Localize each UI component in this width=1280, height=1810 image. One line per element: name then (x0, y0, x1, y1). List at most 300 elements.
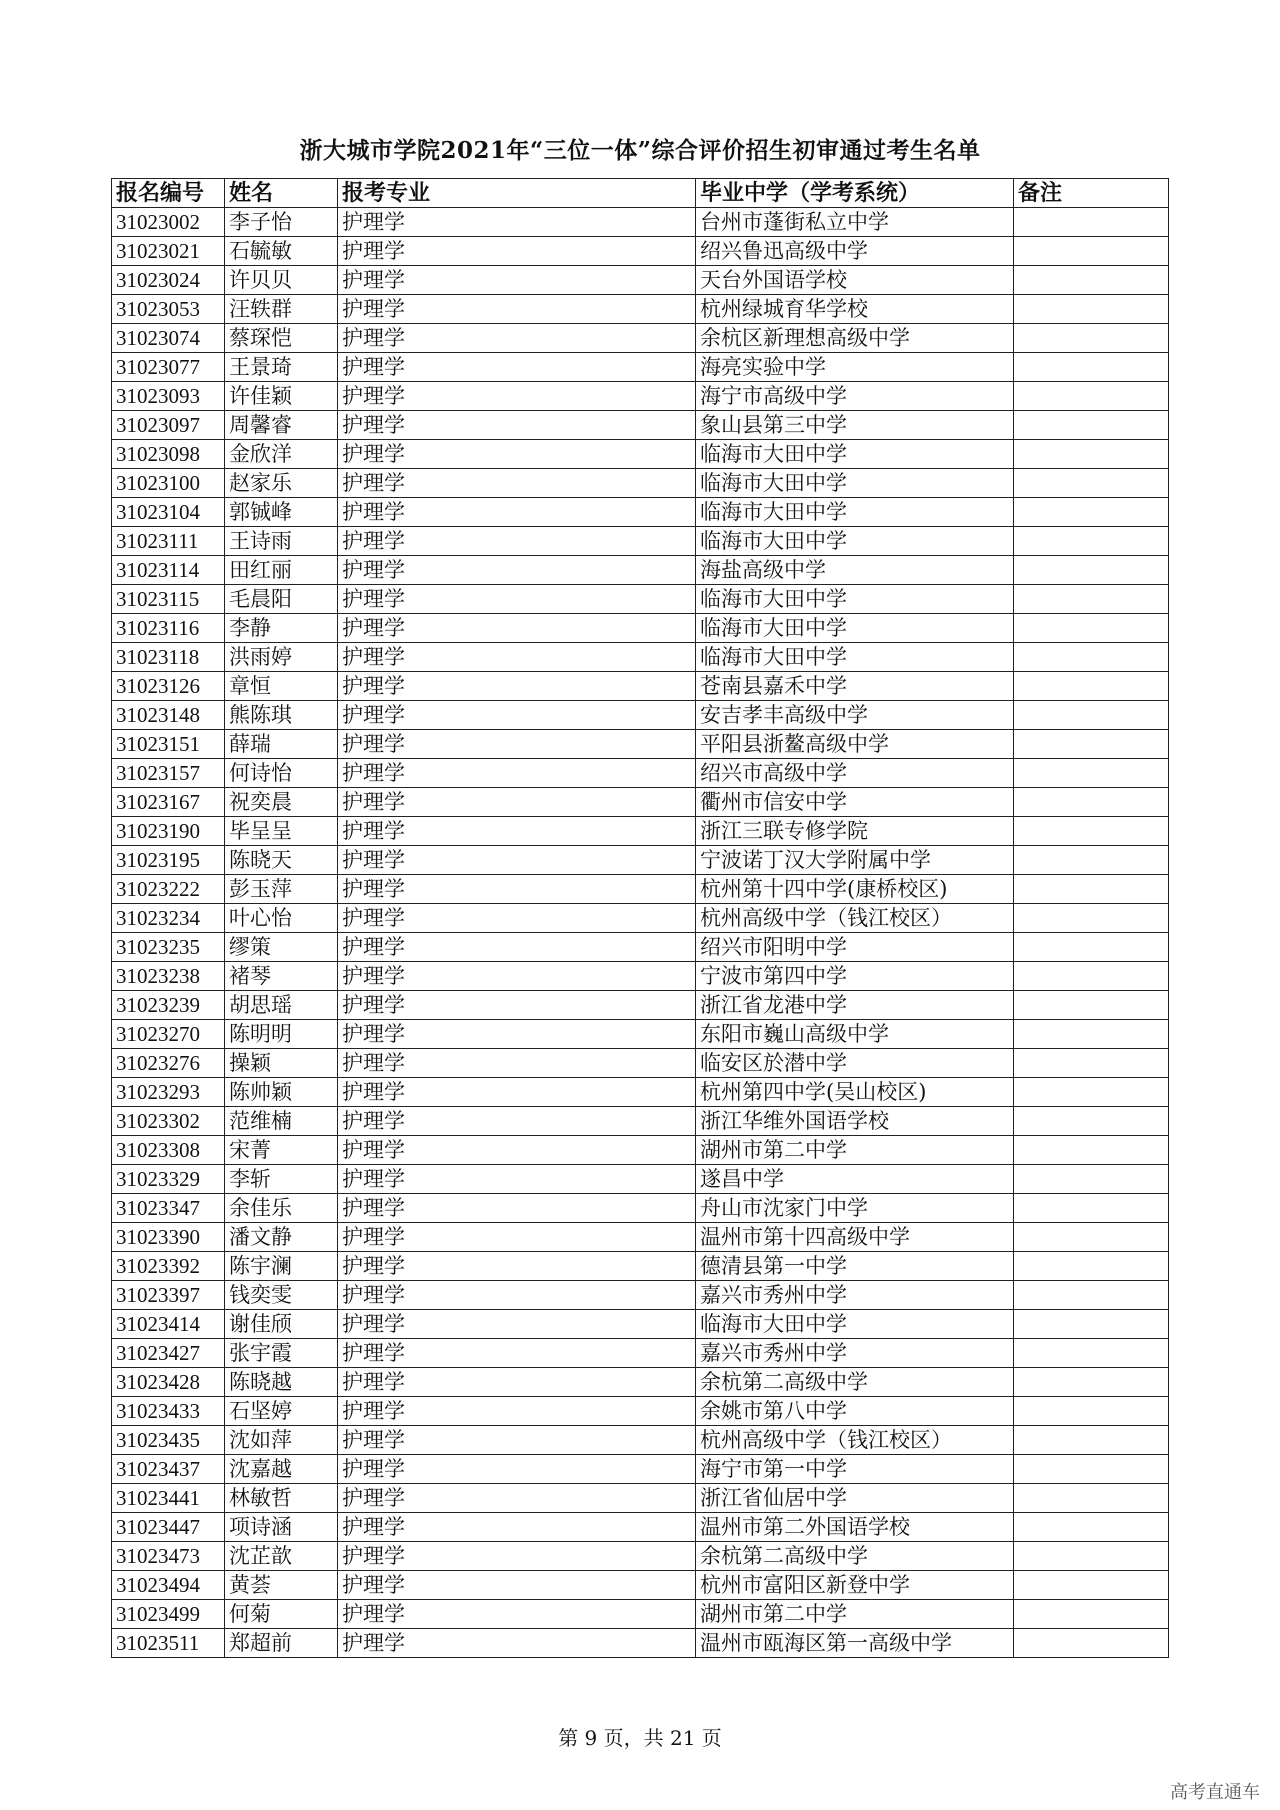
cell-name: 黄荟 (225, 1571, 338, 1600)
cell-registration-id: 31023494 (112, 1571, 225, 1600)
cell-major: 护理学 (338, 498, 696, 527)
cell-note (1014, 1136, 1169, 1165)
cell-note (1014, 1339, 1169, 1368)
cell-registration-id: 31023111 (112, 527, 225, 556)
table-row (112, 1281, 1169, 1310)
table-row (112, 1484, 1169, 1513)
cell-registration-id: 31023276 (112, 1049, 225, 1078)
cell-note (1014, 991, 1169, 1020)
cell-school: 杭州高级中学（钱江校区） (696, 1426, 1014, 1455)
cell-major: 护理学 (338, 208, 696, 237)
cell-major: 护理学 (338, 527, 696, 556)
cell-school: 临海市大田中学 (696, 440, 1014, 469)
cell-school: 海盐高级中学 (696, 556, 1014, 585)
cell-note (1014, 324, 1169, 353)
cell-school: 杭州高级中学（钱江校区） (696, 904, 1014, 933)
cell-registration-id: 31023222 (112, 875, 225, 904)
header-school: 毕业中学（学考系统） (696, 179, 1014, 208)
cell-note (1014, 1165, 1169, 1194)
cell-major: 护理学 (338, 1629, 696, 1658)
cell-registration-id: 31023302 (112, 1107, 225, 1136)
cell-registration-id: 31023435 (112, 1426, 225, 1455)
cell-note (1014, 1223, 1169, 1252)
cell-note (1014, 1252, 1169, 1281)
cell-major: 护理学 (338, 1368, 696, 1397)
cell-name: 田红丽 (225, 556, 338, 585)
cell-note (1014, 1600, 1169, 1629)
table-row (112, 382, 1169, 411)
cell-name: 王景琦 (225, 353, 338, 382)
cell-note (1014, 788, 1169, 817)
cell-name: 叶心怡 (225, 904, 338, 933)
cell-registration-id: 31023002 (112, 208, 225, 237)
document-title: 浙大城市学院2021年“三位一体”综合评价招生初审通过考生名单 (299, 137, 981, 164)
cell-note (1014, 440, 1169, 469)
table-row (112, 672, 1169, 701)
cell-major: 护理学 (338, 614, 696, 643)
table-row (112, 1368, 1169, 1397)
table-row (112, 1397, 1169, 1426)
table-row (112, 1571, 1169, 1600)
cell-registration-id: 31023390 (112, 1223, 225, 1252)
table-row (112, 904, 1169, 933)
cell-name: 金欣洋 (225, 440, 338, 469)
cell-name: 胡思瑶 (225, 991, 338, 1020)
cell-name: 沈芷歆 (225, 1542, 338, 1571)
cell-registration-id: 31023239 (112, 991, 225, 1020)
header-major: 报考专业 (338, 179, 696, 208)
cell-major: 护理学 (338, 1339, 696, 1368)
cell-school: 湖州市第二中学 (696, 1136, 1014, 1165)
cell-name: 何菊 (225, 1600, 338, 1629)
cell-major: 护理学 (338, 846, 696, 875)
cell-major: 护理学 (338, 1078, 696, 1107)
cell-note (1014, 817, 1169, 846)
cell-major: 护理学 (338, 1310, 696, 1339)
cell-school: 嘉兴市秀州中学 (696, 1281, 1014, 1310)
cell-major: 护理学 (338, 1542, 696, 1571)
cell-school: 临海市大田中学 (696, 614, 1014, 643)
table-row (112, 817, 1169, 846)
watermark: 高考直通车 (1170, 1782, 1260, 1803)
cell-school: 余杭区新理想高级中学 (696, 324, 1014, 353)
cell-school: 杭州市富阳区新登中学 (696, 1571, 1014, 1600)
cell-major: 护理学 (338, 1455, 696, 1484)
cell-major: 护理学 (338, 1194, 696, 1223)
cell-name: 沈嘉越 (225, 1455, 338, 1484)
table-row (112, 1252, 1169, 1281)
table-row (112, 295, 1169, 324)
table-row (112, 643, 1169, 672)
cell-registration-id: 31023238 (112, 962, 225, 991)
table-row (112, 498, 1169, 527)
cell-name: 石毓敏 (225, 237, 338, 266)
cell-note (1014, 1426, 1169, 1455)
cell-note (1014, 1020, 1169, 1049)
cell-name: 陈宇澜 (225, 1252, 338, 1281)
cell-name: 郭铖峰 (225, 498, 338, 527)
table-row (112, 266, 1169, 295)
cell-name: 宋菁 (225, 1136, 338, 1165)
cell-school: 平阳县浙鳌高级中学 (696, 730, 1014, 759)
cell-note (1014, 701, 1169, 730)
cell-school: 台州市蓬街私立中学 (696, 208, 1014, 237)
cell-name: 张宇霞 (225, 1339, 338, 1368)
cell-registration-id: 31023077 (112, 353, 225, 382)
cell-major: 护理学 (338, 1571, 696, 1600)
cell-school: 临海市大田中学 (696, 498, 1014, 527)
cell-note (1014, 1078, 1169, 1107)
cell-registration-id: 31023126 (112, 672, 225, 701)
table-header-row (112, 179, 1169, 208)
cell-note (1014, 730, 1169, 759)
cell-registration-id: 31023118 (112, 643, 225, 672)
cell-school: 海宁市高级中学 (696, 382, 1014, 411)
cell-school: 浙江华维外国语学校 (696, 1107, 1014, 1136)
cell-major: 护理学 (338, 1426, 696, 1455)
cell-school: 余姚市第八中学 (696, 1397, 1014, 1426)
table-row (112, 846, 1169, 875)
table-row (112, 701, 1169, 730)
cell-note (1014, 759, 1169, 788)
cell-registration-id: 31023511 (112, 1629, 225, 1658)
cell-name: 彭玉萍 (225, 875, 338, 904)
cell-major: 护理学 (338, 585, 696, 614)
cell-major: 护理学 (338, 1020, 696, 1049)
cell-name: 周馨睿 (225, 411, 338, 440)
table-row (112, 527, 1169, 556)
cell-name: 操颖 (225, 1049, 338, 1078)
cell-name: 洪雨婷 (225, 643, 338, 672)
cell-registration-id: 31023074 (112, 324, 225, 353)
cell-name: 郑超前 (225, 1629, 338, 1658)
header-name: 姓名 (225, 179, 338, 208)
cell-school: 临安区於潜中学 (696, 1049, 1014, 1078)
cell-name: 陈帅颖 (225, 1078, 338, 1107)
table-row (112, 208, 1169, 237)
cell-registration-id: 31023195 (112, 846, 225, 875)
cell-major: 护理学 (338, 1513, 696, 1542)
cell-note (1014, 933, 1169, 962)
cell-major: 护理学 (338, 295, 696, 324)
cell-name: 汪轶群 (225, 295, 338, 324)
cell-note (1014, 411, 1169, 440)
table-row (112, 1223, 1169, 1252)
table-row (112, 1049, 1169, 1078)
cell-school: 浙江三联专修学院 (696, 817, 1014, 846)
cell-registration-id: 31023024 (112, 266, 225, 295)
cell-note (1014, 1455, 1169, 1484)
cell-name: 蔡琛恺 (225, 324, 338, 353)
cell-registration-id: 31023499 (112, 1600, 225, 1629)
cell-registration-id: 31023235 (112, 933, 225, 962)
cell-school: 舟山市沈家门中学 (696, 1194, 1014, 1223)
table-row (112, 237, 1169, 266)
cell-registration-id: 31023100 (112, 469, 225, 498)
cell-note (1014, 643, 1169, 672)
cell-major: 护理学 (338, 730, 696, 759)
cell-registration-id: 31023397 (112, 1281, 225, 1310)
table-row (112, 1600, 1169, 1629)
cell-school: 衢州市信安中学 (696, 788, 1014, 817)
table-row (112, 556, 1169, 585)
cell-name: 王诗雨 (225, 527, 338, 556)
table-row (112, 1107, 1169, 1136)
cell-name: 项诗涵 (225, 1513, 338, 1542)
cell-name: 章恒 (225, 672, 338, 701)
cell-name: 熊陈琪 (225, 701, 338, 730)
cell-registration-id: 31023116 (112, 614, 225, 643)
cell-name: 陈明明 (225, 1020, 338, 1049)
page-number: 第 9 页，共 21 页 (558, 1726, 722, 1750)
cell-note (1014, 1368, 1169, 1397)
table-row (112, 1136, 1169, 1165)
table-row (112, 411, 1169, 440)
cell-registration-id: 31023427 (112, 1339, 225, 1368)
header-registration-id: 报名编号 (112, 179, 225, 208)
cell-major: 护理学 (338, 266, 696, 295)
cell-name: 陈晓越 (225, 1368, 338, 1397)
applicant-table (111, 178, 1169, 1658)
cell-school: 余杭第二高级中学 (696, 1368, 1014, 1397)
cell-name: 潘文静 (225, 1223, 338, 1252)
cell-registration-id: 31023053 (112, 295, 225, 324)
cell-school: 天台外国语学校 (696, 266, 1014, 295)
cell-note (1014, 1513, 1169, 1542)
cell-major: 护理学 (338, 353, 696, 382)
cell-name: 李子怡 (225, 208, 338, 237)
cell-school: 东阳市巍山高级中学 (696, 1020, 1014, 1049)
table-row (112, 991, 1169, 1020)
cell-note (1014, 266, 1169, 295)
cell-major: 护理学 (338, 1484, 696, 1513)
table-row (112, 788, 1169, 817)
cell-registration-id: 31023392 (112, 1252, 225, 1281)
cell-school: 杭州第四中学(吴山校区) (696, 1078, 1014, 1107)
table-row (112, 759, 1169, 788)
cell-registration-id: 31023270 (112, 1020, 225, 1049)
cell-school: 临海市大田中学 (696, 585, 1014, 614)
cell-name: 毕呈呈 (225, 817, 338, 846)
cell-major: 护理学 (338, 701, 696, 730)
table-body (112, 208, 1169, 1658)
cell-major: 护理学 (338, 469, 696, 498)
cell-note (1014, 962, 1169, 991)
cell-name: 李静 (225, 614, 338, 643)
table-row (112, 1426, 1169, 1455)
cell-school: 余杭第二高级中学 (696, 1542, 1014, 1571)
cell-name: 祝奕晨 (225, 788, 338, 817)
cell-name: 范维楠 (225, 1107, 338, 1136)
cell-major: 护理学 (338, 324, 696, 353)
cell-name: 陈晓天 (225, 846, 338, 875)
cell-school: 宁波市第四中学 (696, 962, 1014, 991)
cell-note (1014, 1049, 1169, 1078)
cell-registration-id: 31023447 (112, 1513, 225, 1542)
cell-registration-id: 31023157 (112, 759, 225, 788)
cell-major: 护理学 (338, 411, 696, 440)
cell-registration-id: 31023428 (112, 1368, 225, 1397)
cell-name: 余佳乐 (225, 1194, 338, 1223)
cell-school: 遂昌中学 (696, 1165, 1014, 1194)
cell-school: 湖州市第二中学 (696, 1600, 1014, 1629)
cell-school: 杭州绿城育华学校 (696, 295, 1014, 324)
table-row (112, 1455, 1169, 1484)
table-row (112, 324, 1169, 353)
cell-note (1014, 469, 1169, 498)
table-row (112, 440, 1169, 469)
cell-note (1014, 382, 1169, 411)
table-row (112, 1339, 1169, 1368)
cell-school: 临海市大田中学 (696, 469, 1014, 498)
table-row (112, 1165, 1169, 1194)
cell-note (1014, 527, 1169, 556)
table-row (112, 1513, 1169, 1542)
cell-major: 护理学 (338, 1281, 696, 1310)
cell-registration-id: 31023441 (112, 1484, 225, 1513)
cell-major: 护理学 (338, 237, 696, 266)
cell-major: 护理学 (338, 1252, 696, 1281)
cell-name: 林敏哲 (225, 1484, 338, 1513)
cell-major: 护理学 (338, 382, 696, 411)
cell-note (1014, 556, 1169, 585)
cell-school: 浙江省仙居中学 (696, 1484, 1014, 1513)
cell-registration-id: 31023167 (112, 788, 225, 817)
cell-school: 临海市大田中学 (696, 1310, 1014, 1339)
cell-major: 护理学 (338, 875, 696, 904)
cell-note (1014, 1484, 1169, 1513)
table-row (112, 962, 1169, 991)
cell-note (1014, 846, 1169, 875)
cell-note (1014, 614, 1169, 643)
cell-note (1014, 208, 1169, 237)
cell-registration-id: 31023329 (112, 1165, 225, 1194)
cell-name: 毛晨阳 (225, 585, 338, 614)
table-row (112, 730, 1169, 759)
cell-major: 护理学 (338, 933, 696, 962)
cell-school: 温州市第十四高级中学 (696, 1223, 1014, 1252)
table-row (112, 933, 1169, 962)
cell-name: 缪策 (225, 933, 338, 962)
cell-major: 护理学 (338, 1223, 696, 1252)
header-note: 备注 (1014, 179, 1169, 208)
cell-school: 绍兴鲁迅高级中学 (696, 237, 1014, 266)
cell-school: 温州市瓯海区第一高级中学 (696, 1629, 1014, 1658)
cell-note (1014, 1281, 1169, 1310)
cell-name: 谢佳颀 (225, 1310, 338, 1339)
cell-major: 护理学 (338, 1165, 696, 1194)
cell-registration-id: 31023308 (112, 1136, 225, 1165)
cell-major: 护理学 (338, 1136, 696, 1165)
cell-registration-id: 31023093 (112, 382, 225, 411)
cell-registration-id: 31023097 (112, 411, 225, 440)
cell-school: 德清县第一中学 (696, 1252, 1014, 1281)
cell-registration-id: 31023293 (112, 1078, 225, 1107)
cell-registration-id: 31023433 (112, 1397, 225, 1426)
cell-name: 石坚婷 (225, 1397, 338, 1426)
table-row (112, 1542, 1169, 1571)
cell-note (1014, 585, 1169, 614)
cell-major: 护理学 (338, 643, 696, 672)
cell-school: 绍兴市高级中学 (696, 759, 1014, 788)
cell-school: 临海市大田中学 (696, 643, 1014, 672)
cell-name: 褚琴 (225, 962, 338, 991)
cell-registration-id: 31023104 (112, 498, 225, 527)
cell-name: 许贝贝 (225, 266, 338, 295)
table-row (112, 1078, 1169, 1107)
cell-school: 海亮实验中学 (696, 353, 1014, 382)
cell-major: 护理学 (338, 962, 696, 991)
cell-school: 绍兴市阳明中学 (696, 933, 1014, 962)
cell-major: 护理学 (338, 1107, 696, 1136)
cell-name: 何诗怡 (225, 759, 338, 788)
cell-registration-id: 31023021 (112, 237, 225, 266)
cell-registration-id: 31023347 (112, 1194, 225, 1223)
cell-school: 苍南县嘉禾中学 (696, 672, 1014, 701)
cell-registration-id: 31023148 (112, 701, 225, 730)
cell-name: 许佳颖 (225, 382, 338, 411)
cell-major: 护理学 (338, 672, 696, 701)
cell-note (1014, 353, 1169, 382)
table-row (112, 469, 1169, 498)
cell-name: 赵家乐 (225, 469, 338, 498)
cell-note (1014, 1629, 1169, 1658)
cell-name: 沈如萍 (225, 1426, 338, 1455)
table-row (112, 585, 1169, 614)
cell-note (1014, 1542, 1169, 1571)
cell-note (1014, 1310, 1169, 1339)
cell-school: 温州市第二外国语学校 (696, 1513, 1014, 1542)
cell-note (1014, 498, 1169, 527)
cell-school: 安吉孝丰高级中学 (696, 701, 1014, 730)
cell-major: 护理学 (338, 440, 696, 469)
cell-major: 护理学 (338, 991, 696, 1020)
cell-registration-id: 31023114 (112, 556, 225, 585)
cell-major: 护理学 (338, 1049, 696, 1078)
cell-major: 护理学 (338, 904, 696, 933)
table-row (112, 1020, 1169, 1049)
cell-note (1014, 295, 1169, 324)
cell-major: 护理学 (338, 1397, 696, 1426)
table-row (112, 353, 1169, 382)
cell-note (1014, 672, 1169, 701)
cell-note (1014, 1397, 1169, 1426)
cell-school: 浙江省龙港中学 (696, 991, 1014, 1020)
cell-school: 杭州第十四中学(康桥校区) (696, 875, 1014, 904)
cell-note (1014, 1194, 1169, 1223)
cell-school: 临海市大田中学 (696, 527, 1014, 556)
cell-school: 海宁市第一中学 (696, 1455, 1014, 1484)
cell-school: 宁波诺丁汉大学附属中学 (696, 846, 1014, 875)
cell-school: 象山县第三中学 (696, 411, 1014, 440)
table-row (112, 1310, 1169, 1339)
cell-major: 护理学 (338, 817, 696, 846)
cell-note (1014, 1107, 1169, 1136)
table-row (112, 875, 1169, 904)
cell-note (1014, 904, 1169, 933)
cell-school: 嘉兴市秀州中学 (696, 1339, 1014, 1368)
cell-major: 护理学 (338, 759, 696, 788)
table-row (112, 1629, 1169, 1658)
cell-registration-id: 31023190 (112, 817, 225, 846)
cell-note (1014, 875, 1169, 904)
cell-registration-id: 31023098 (112, 440, 225, 469)
cell-major: 护理学 (338, 556, 696, 585)
table-row (112, 614, 1169, 643)
cell-major: 护理学 (338, 1600, 696, 1629)
table-row (112, 1194, 1169, 1223)
cell-registration-id: 31023414 (112, 1310, 225, 1339)
